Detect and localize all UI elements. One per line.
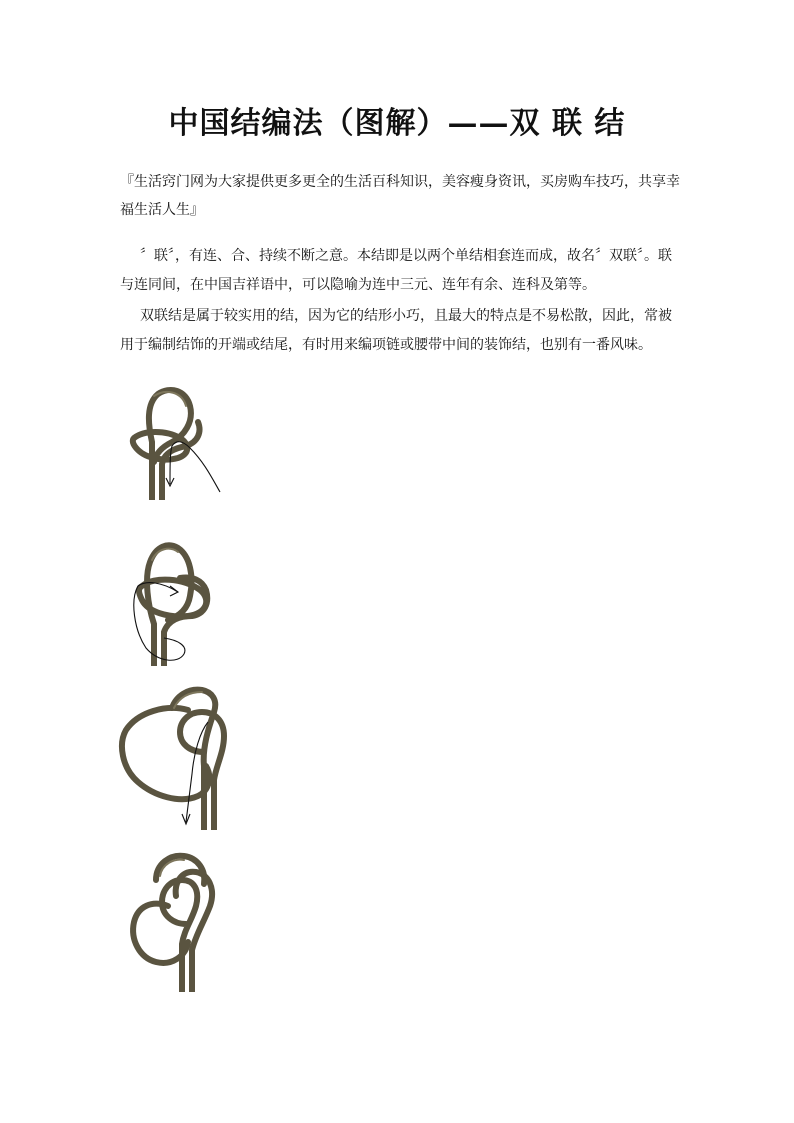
intro-banner: 『生活窍门网为大家提供更多更全的生活百科知识，美容瘦身资讯，买房购车技巧，共享幸福生活人生』 [120, 174, 680, 218]
knot-step-3-icon [118, 682, 233, 830]
knot-step-2-icon [118, 520, 234, 666]
knot-step-2-figure [118, 520, 234, 666]
page-title: 中国结编法（图解）——双 联 结 [168, 106, 626, 141]
paragraph-2: 双联结是属于较实用的结，因为它的结形小巧，且最大的特点是不易松散，因此，常被用于编制结饰的开端或结尾，有时用来编项链或腰带中间的装饰结，也别有一番风味。 [120, 308, 672, 353]
knot-step-4-icon [126, 850, 218, 992]
knot-step-3-figure [118, 682, 233, 830]
knot-step-4-figure [126, 850, 218, 992]
knot-step-1-icon [120, 382, 232, 500]
knot-step-1-figure [120, 382, 232, 500]
paragraph-1: 〞联〞，有连、合、持续不断之意。本结即是以两个单结相套连而成，故名〞双联〞。联与连同间，在中国吉祥语中，可以隐喻为连中三元、连年有余、连科及第等。 [120, 248, 672, 293]
